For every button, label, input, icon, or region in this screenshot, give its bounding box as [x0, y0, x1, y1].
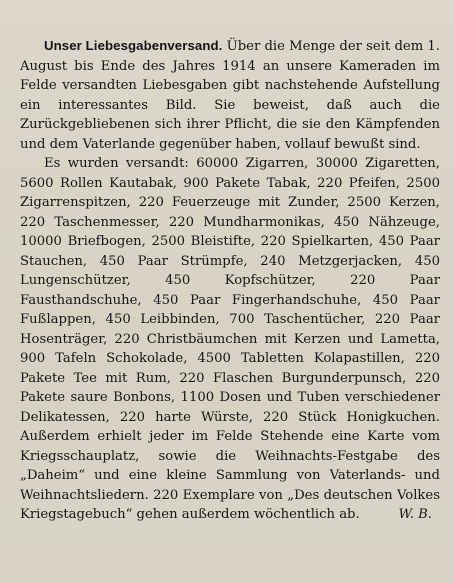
- paragraph-1: [20, 36, 440, 154]
- paragraph-1-text: Über die Menge der seit dem 1. August bis Ende des Jahres 1914 an unsere Kameraden im Felde versandten Liebesgaben gibt nachstehende Aufstellung ein interessantes Bild. Sie beweist, daß auch die Zurückgebliebenen sich ihrer Pflicht, die sie den Kämpfenden und dem Vaterlande gegenüber haben, vollauf bewußt sind.: [20, 39, 440, 152]
- paragraph-2-text: Es wurden versandt: 60000 Zigarren, 30000 Zigaretten, 5600 Rollen Kautabak, 900 Pakete Tabak, 220 Pfeifen, 2500 Zigarrenspitzen, 220 Feuerzeuge mit Zunder, 2500 Kerzen, 220 Taschenmesser, 220 Mundharmonikas, 450 Nähzeuge, 10000 Briefbogen, 2500 Bleistifte, 220 Spielkarten, 450 Paar Stauchen, 450 Paar Strümpfe, 240 Metzgerjacken, 450 Lungenschützer, 450 Kopfschützer, 220 Paar Fausthandschuhe, 450 Paar Fingerhandschuhe, 450 Paar Fußlappen, 450 Leibbinden, 700 Taschentücher, 220 Paar Hosenträger, 220 Christbäumchen mit Kerzen und Lametta, 900 Tafeln Schokolade, 4500 Tabletten Kolapastillen, 220 Pakete Tee mit Rum, 220 Flaschen Burgunderpunsch, 220 Pakete saure Bonbons, 1100 Dosen und Tuben verschiedener Delikatessen, 220 harte Würste, 220 Stück Honigkuchen. Außerdem erhielt jeder im Felde Stehende eine Karte vom Kriegsschauplatz, sowie die Weihnachts-Festgabe des „Daheim“ und eine kleine Sammlung von Vaterlands- und Weihnachtsliedern. 220 Exemplare von „Des deutschen Volkes Kriegstagebuch“ gehen außerdem wöchentlich ab.: [20, 156, 440, 522]
- article-headline: Unser Liebesgabenversand.: [44, 38, 223, 53]
- signature: W. B.: [398, 507, 432, 522]
- paragraph-2: [20, 154, 440, 525]
- article: [20, 36, 440, 525]
